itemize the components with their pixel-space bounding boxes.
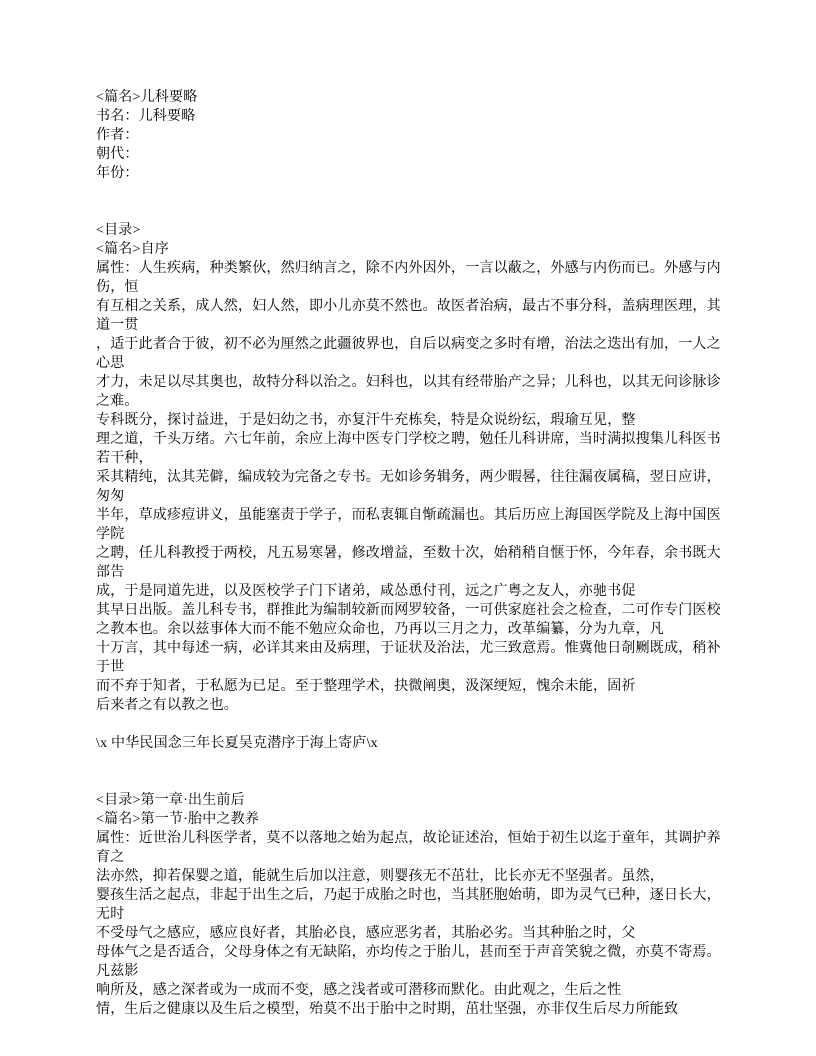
- text-line: 有互相之关系，成人然，妇人然，即小儿亦莫不然也。故医者治病，最古不事分科，盖病理医理，其道一贯: [96, 299, 721, 333]
- text-line: ，适于此者合于彼，初不必为厘然之此疆彼界也，自后以病变之多时有增，治法之迭出有加，一人之心思: [96, 337, 721, 371]
- text-lines: [96, 88, 728, 1019]
- text-line: 作者：: [96, 128, 139, 143]
- text-line: [96, 202, 728, 221]
- text-line: 属性：近世治儿科医学者，莫不以落地之始为起点，故论证述治，恒始于初生以迄于童年，其调护养育之: [96, 831, 721, 865]
- text-line: [96, 772, 728, 791]
- text-line: 母体气之是否适合，父母身体之有无缺陷，亦均传之于胎儿，甚而至于声音笑貌之微，亦莫不寄焉。凡兹影: [96, 945, 721, 979]
- text-line: <目录>第一章·出生前后: [96, 793, 245, 808]
- text-line: 专科既分，探讨益进，于是妇幼之书，亦复汗牛充栋矣，特是众说纷纭，瑕瑜互见，整: [96, 413, 636, 428]
- text-line: 理之道，千头万绪。六七年前，余应上海中医专门学校之聘，勉任儿科讲席，当时满拟搜集儿科医书若干种，: [96, 432, 721, 466]
- text-line: 不受母气之感应，感应良好者，其胎必良，感应恶劣者，其胎必劣。当其种胎之时，父: [96, 926, 636, 941]
- text-line: 之教本也。余以兹事体大而不能不勉应众命也，乃再以三月之力，改革编纂，分为九章，凡: [96, 622, 664, 637]
- text-line: 半年，草成疹痘讲义，虽能塞责于学子，而私衷辄自惭疏漏也。其后历应上海国医学院及上海中国医学院: [96, 508, 721, 542]
- text-line: 响所及，感之深者或为一成而不变，感之浅者或可潜移而默化。由此观之，生后之性: [96, 983, 622, 998]
- text-line: 采其精纯，汰其芜僻，编成较为完备之专书。无如诊务辑务，两少暇晷，往往漏夜属稿，翌日应讲，匆匆: [96, 470, 721, 504]
- text-line: 成，于是同道先进，以及医校学子门下诸弟，咸怂恿付刊，远之广粤之友人，亦驰书促: [96, 584, 636, 599]
- text-line: 十万言，其中每述一病，必详其来由及病理，于证状及治法，尤三致意焉。惟冀他日剞劂既成，稍补于世: [96, 641, 721, 675]
- text-line: [96, 183, 728, 202]
- text-line: 婴孩生活之起点，非起于出生之后，乃起于成胎之时也，当其胚胞始萌，即为灵气已种，逐日长大，无时: [96, 888, 721, 922]
- text-line: 而不弃于知者，于私愿为已足。至于整理学术，抉微阐奥，汲深绠短，愧余未能，固祈: [96, 679, 636, 694]
- text-line: 情，生后之健康以及生后之模型，殆莫不出于胎中之时期，茁壮坚强，亦非仅生后尽力所能致: [96, 1002, 679, 1017]
- text-line: 才力，未足以尽其奥也，故特分科以治之。妇科也，以其有经带胎产之异；儿科也，以其无问诊脉诊之难。: [96, 375, 721, 409]
- text-line: 属性：人生疾病，种类繁伙，然归纳言之，除不内外因外，一言以蔽之，外感与内伤而已。外感与内伤，恒: [96, 261, 721, 295]
- text-line: <篇名>第一节·胎中之教养: [96, 812, 260, 827]
- text-line: \x 中华民国念三年长夏吴克潜序于海上寄庐\x: [96, 736, 378, 751]
- text-line: <目录>: [96, 223, 141, 238]
- text-line: 后来者之有以教之也。: [96, 698, 238, 713]
- text-line: 朝代：: [96, 147, 139, 162]
- text-line: [96, 753, 728, 772]
- text-line: 其早日出版。盖儿科专书，群推此为编制较新而网罗较备，一可供家庭社会之检查，二可作专门医校: [96, 603, 721, 618]
- text-line: 年份：: [96, 166, 139, 181]
- text-line: <篇名>自序: [96, 242, 169, 257]
- text-line: 之聘，任儿科教授于两校，凡五易寒暑，修改增益，至数十次，始稍稍自惬于怀，今年春，余书既大部告: [96, 546, 721, 580]
- text-line: <篇名>儿科要略: [96, 90, 198, 105]
- text-line: 书名：儿科要略: [96, 109, 196, 124]
- text-line: [96, 715, 728, 734]
- text-line: 法亦然，抑若保婴之道，能就生后加以注意，则婴孩无不茁壮，比长亦无不坚强者。虽然，: [96, 869, 664, 884]
